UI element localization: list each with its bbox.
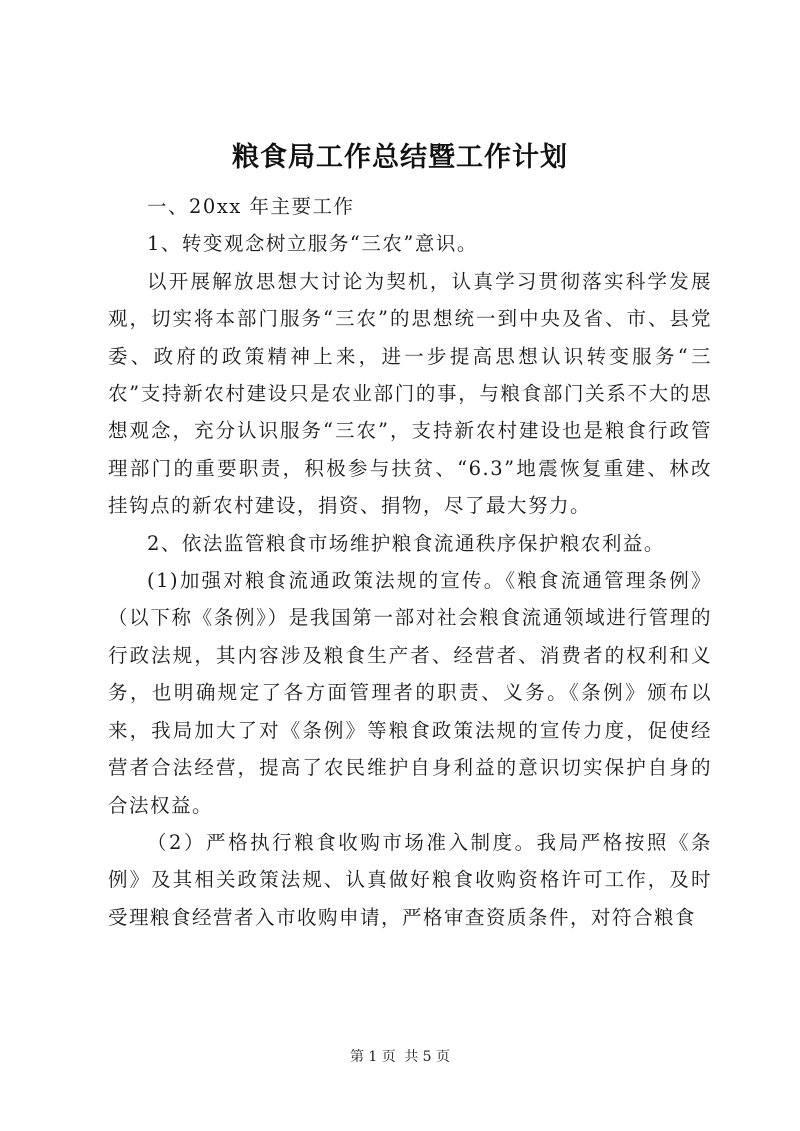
body-paragraph: 以开展解放思想大讨论为契机，认真学习贯彻落实科学发展观，切实将本部门服务“三农”的思想统一到中央及省、市、县党委、政府的政策精神上来，进一步提高思想认识转变服务“三农”支持新农村建设只是农业部门的事，与粮食部门关系不大的思想观念，充分认识服务“三农”，支持新农村建设也是粮食行政管理部门的重要职责，积极参与扶贫、“6.3”地震恢复重建、林改挂钩点的新农村建设，捐资、捐物，尽了最大努力。 [108, 269, 712, 518]
page-number: 第 1 页 [349, 1049, 396, 1065]
body-paragraph: (1)加强对粮食流通政策法规的宣传。《粮食流通管理条例》（以下称《条例》）是我国第一部对社会粮食流通领域进行管理的行政法规，其内容涉及粮食生产者、经营者、消费者的权利和义务，也明确规定了各方面管理者的职责、义务。《条例》颁布以来，我局加大了对《条例》等粮食政策法规的宣传力度，促使经营者合法经营，提高了农民维护自身利益的意识切实保护自身的合法权益。 [108, 569, 712, 817]
document-title: 粮食局工作总结暨工作计划 [232, 142, 568, 173]
page-total: 共 5 页 [404, 1049, 451, 1065]
subsection-heading: 1、转变观念树立服务“三农”意识。 [147, 232, 478, 256]
section-heading: 一、20xx 年主要工作 [147, 195, 355, 218]
document-body [108, 188, 712, 936]
subsection-heading: 2、依法监管粮食市场维护粮食流通秩序保护粮农利益。 [147, 531, 665, 555]
page-footer [0, 1047, 800, 1067]
body-paragraph: （2）严格执行粮食收购市场准入制度。我局严格按照《条例》及其相关政策法规、认真做好粮食收购资格许可工作，及时受理粮食经营者入市收购申请，严格审查资质条件，对符合粮食 [108, 830, 712, 929]
